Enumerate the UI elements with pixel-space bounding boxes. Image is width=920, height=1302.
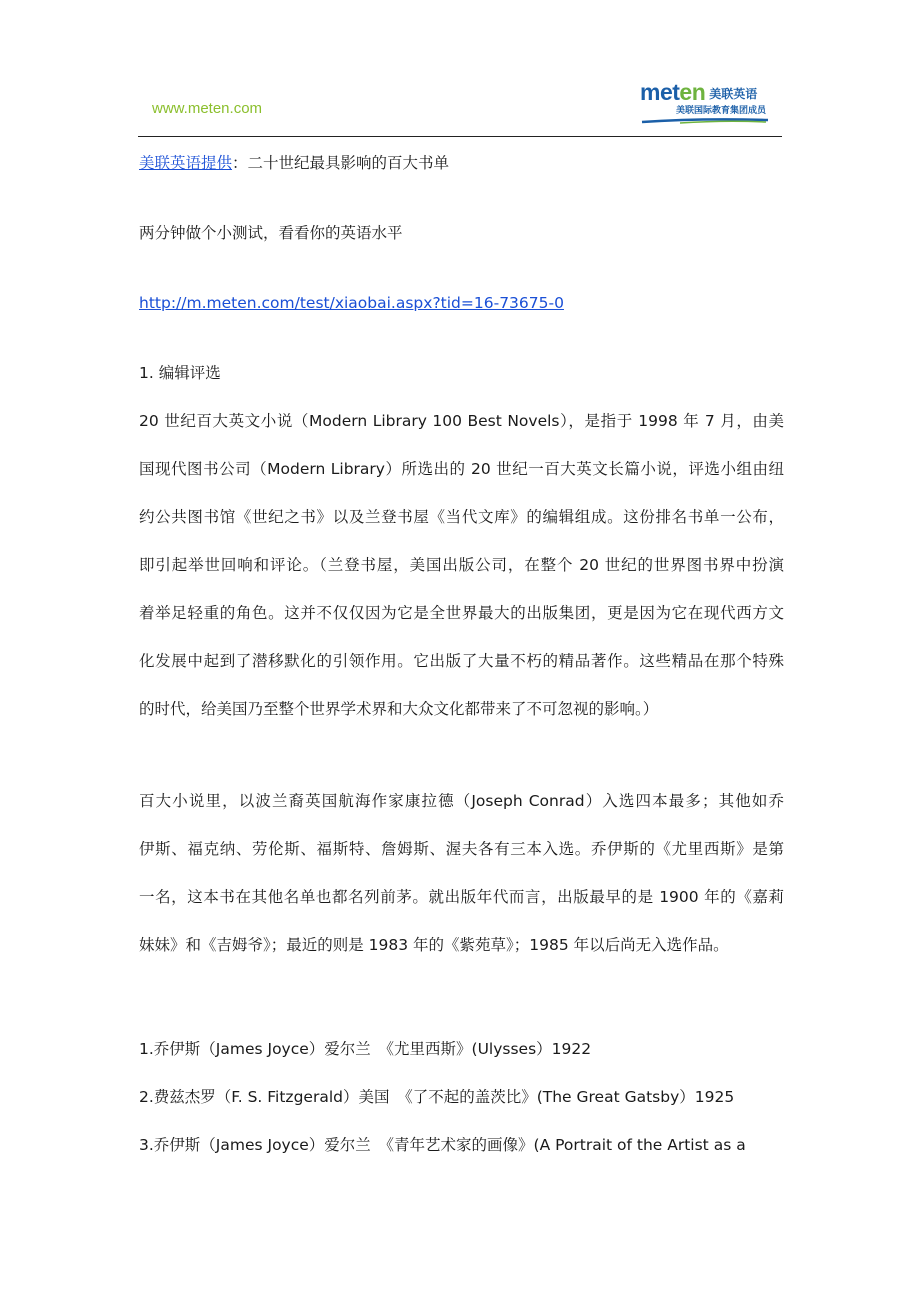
paragraph-line: 化发展中起到了潜移默化的引领作用。它出版了大量不朽的精品著作。这些精品在那个特殊 [139, 652, 784, 670]
test-link[interactable]: http://m.meten.com/test/xiaobai.aspx?tid=16-73675-0 [139, 294, 564, 312]
book-list [139, 1038, 784, 1182]
paragraph-editor-selection [139, 410, 784, 746]
header-divider [138, 136, 782, 137]
title-text: ：二十世纪最具影响的百大书单 [232, 154, 450, 172]
paragraph-line: 着举足轻重的角色。这并不仅仅因为它是全世界最大的出版集团，更是因为它在现代西方文 [139, 604, 784, 622]
logo-word-main: met [640, 79, 680, 105]
title-link[interactable]: 美联英语提供 [139, 154, 233, 172]
paragraph-line: 百大小说里，以波兰裔英国航海作家康拉德（Joseph Conrad）入选四本最多；其他如乔 [139, 792, 784, 810]
paragraph-line: 伊斯、福克纳、劳伦斯、福斯特、詹姆斯、渥夫各有三本入选。乔伊斯的《尤里西斯》是第 [139, 840, 784, 858]
paragraph-line: 约公共图书馆《世纪之书》以及兰登书屋《当代文库》的编辑组成。这份排名书单一公布， [139, 508, 784, 526]
logo-swoosh-icon [640, 117, 770, 125]
logo-tagline: 美联国际教育集团成员 [676, 106, 767, 116]
test-prompt: 两分钟做个小测试，看看你的英语水平 [139, 224, 403, 242]
section-heading: 1. 编辑评选 [139, 364, 221, 382]
paragraph-line: 20 世纪百大英文小说（Modern Library 100 Best Novels），是指于 1998 年 7 月，由美 [139, 412, 784, 430]
logo-brand-cn: 美联英语 [709, 87, 758, 101]
document-title [139, 152, 449, 174]
meten-logo [640, 80, 770, 126]
logo-wordmark [640, 80, 770, 104]
paragraph-line: 即引起举世回响和评论。（兰登书屋，美国出版公司，在整个 20 世纪的世界图书界中扮演 [139, 556, 784, 574]
paragraph-line: 妹妹》和《吉姆爷》；最近的则是 1983 年的《紫苑草》；1985 年以后尚无入选作品。 [139, 936, 729, 954]
book-list-item: 2.费兹杰罗（F. S. Fitzgerald）美国 《了不起的盖茨比》(The Great Gatsby）1925 [139, 1088, 735, 1106]
logo-word [640, 80, 705, 104]
paragraph-line: 国现代图书公司（Modern Library）所选出的 20 世纪一百大英文长篇小说，评选小组由纽 [139, 460, 784, 478]
site-url[interactable]: www.meten.com [152, 100, 263, 117]
paragraph-line: 一名，这本书在其他名单也都名列前茅。就出版年代而言，出版最早的是 1900 年的《嘉莉 [139, 888, 784, 906]
logo-word-accent: en [679, 79, 706, 105]
book-list-item: 3.乔伊斯（James Joyce）爱尔兰 《青年艺术家的画像》(A Portrait of the Artist as a [139, 1136, 746, 1154]
book-list-item: 1.乔伊斯（James Joyce）爱尔兰 《尤里西斯》(Ulysses）1922 [139, 1040, 592, 1058]
paragraph-selection-summary [139, 790, 784, 982]
paragraph-line: 的时代，给美国乃至整个世界学术界和大众文化都带来了不可忽视的影响。） [139, 700, 659, 718]
